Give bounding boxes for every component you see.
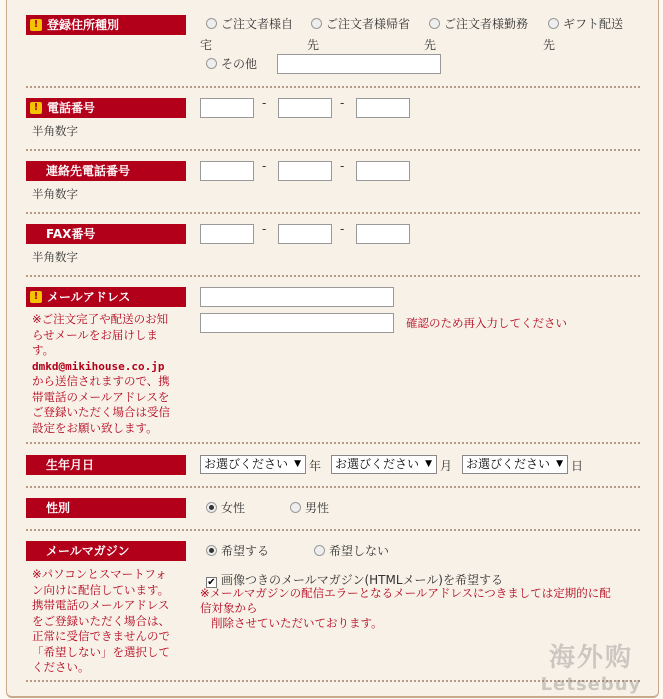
phone-sep-1: - — [262, 96, 267, 110]
radio-icon[interactable] — [429, 18, 440, 29]
watermark: 海外购 Letsebuy — [540, 643, 642, 695]
birth-month-unit: 月 — [440, 459, 453, 473]
magazine-error-line1: ※メールマガジンの配信エラーとなるメールアドレスにつきましては定期的に配 — [200, 586, 611, 600]
phone-input-1[interactable] — [200, 98, 254, 118]
divider — [26, 149, 640, 151]
email-confirm-input[interactable] — [200, 313, 394, 333]
fax-input-1[interactable] — [200, 224, 254, 244]
required-icon: ! — [30, 102, 42, 114]
radio-icon[interactable] — [311, 18, 322, 29]
phone-note: 半角数字 — [32, 124, 78, 138]
birth-day-select[interactable]: お選びください ▼ — [462, 455, 568, 474]
magazine-note: ※パソコンとスマートフォ ン向けに配信しています。 携帯電話のメールアドレス をご登録いただく場合は、 正常に受信できませんので 「希望しない」を選択して ください。 — [32, 567, 170, 674]
radio-icon[interactable] — [206, 18, 217, 29]
radio-checked-icon[interactable] — [206, 545, 217, 556]
address-option-gift-wrap: 先 — [543, 38, 556, 52]
magazine-yes-option[interactable]: 希望する — [206, 542, 269, 559]
fax-input-2[interactable] — [278, 224, 332, 244]
address-option-office-wrap: 先 — [424, 38, 437, 52]
birth-year-unit: 年 — [309, 459, 322, 473]
fax-sep-2: - — [340, 222, 345, 236]
radio-icon[interactable] — [314, 545, 325, 556]
fax-sep-1: - — [262, 222, 267, 236]
required-icon: ! — [30, 19, 42, 31]
address-option-other[interactable]: その他 — [206, 55, 257, 72]
chevron-down-icon: ▼ — [556, 459, 563, 469]
email-note: ※ご注文完了や配送のお知 らせメールをお届けしま す。 dmkd@mikihouse.co.jp から送信されますので、携 帯電話のメールアドレスを ご登録いただく場合は受信 設定をお願い致します。 — [32, 312, 170, 435]
magazine-no-option[interactable]: 希望しない — [314, 542, 389, 559]
address-other-input[interactable] — [277, 54, 441, 74]
contact-phone-sep-1: - — [262, 159, 267, 173]
email-domain: dmkd@mikihouse.co.jp — [32, 359, 165, 373]
chevron-down-icon: ▼ — [425, 459, 432, 469]
contact-phone-input-2[interactable] — [278, 161, 332, 181]
birth-year-select[interactable]: お選びください ▼ — [200, 455, 306, 474]
divider — [26, 442, 640, 444]
radio-icon[interactable] — [206, 58, 217, 69]
address-option-office[interactable]: ご注文者様勤務 — [429, 15, 528, 32]
birth-month-select[interactable]: お選びください ▼ — [331, 455, 437, 474]
gender-label: 性別 — [26, 498, 186, 518]
radio-icon[interactable] — [548, 18, 559, 29]
email-confirm-hint: 確認のため再入力してください — [406, 316, 567, 330]
fax-input-3[interactable] — [356, 224, 410, 244]
radio-checked-icon[interactable] — [206, 502, 217, 513]
gender-male-option[interactable]: 男性 — [290, 499, 329, 516]
contact-phone-sep-2: - — [340, 159, 345, 173]
magazine-label: メールマガジン — [26, 541, 186, 561]
divider — [26, 486, 640, 488]
divider — [26, 529, 640, 531]
required-icon: ! — [30, 291, 42, 303]
birthday-label: 生年月日 — [26, 455, 186, 475]
divider — [26, 212, 640, 214]
contact-phone-input-1[interactable] — [200, 161, 254, 181]
phone-label: ! 電話番号 — [26, 98, 186, 118]
contact-phone-note: 半角数字 — [32, 187, 78, 201]
phone-input-3[interactable] — [356, 98, 410, 118]
contact-phone-input-3[interactable] — [356, 161, 410, 181]
fax-note: 半角数字 — [32, 250, 78, 264]
radio-icon[interactable] — [290, 502, 301, 513]
registration-form — [6, 0, 659, 698]
checkbox-checked-icon[interactable]: ✔ — [207, 577, 216, 588]
magazine-error-line2: 信対象から — [200, 601, 258, 615]
phone-sep-2: - — [340, 96, 345, 110]
fax-label: FAX番号 — [26, 224, 186, 244]
address-option-home[interactable]: ご注文者様自 — [206, 15, 293, 32]
gender-female-option[interactable]: 女性 — [206, 499, 245, 516]
address-option-hometown-wrap: 先 — [307, 38, 320, 52]
email-label: ! メールアドレス — [26, 287, 186, 307]
chevron-down-icon: ▼ — [294, 459, 301, 469]
divider — [26, 86, 640, 88]
address-option-hometown[interactable]: ご注文者様帰省 — [311, 15, 410, 32]
birth-day-unit: 日 — [571, 459, 584, 473]
address-option-gift[interactable]: ギフト配送 — [548, 15, 623, 32]
phone-input-2[interactable] — [278, 98, 332, 118]
address-option-home-wrap: 宅 — [200, 38, 213, 52]
address-type-label: ! 登録住所種別 — [26, 15, 186, 35]
email-input[interactable] — [200, 287, 394, 307]
magazine-html-checkbox[interactable]: ✔ 画像つきのメールマガジン(HTMLメール)を希望する — [207, 573, 503, 588]
contact-phone-label: 連絡先電話番号 — [26, 161, 186, 181]
magazine-error-line3: 削除させていただいております。 — [211, 616, 383, 630]
divider — [26, 275, 640, 277]
